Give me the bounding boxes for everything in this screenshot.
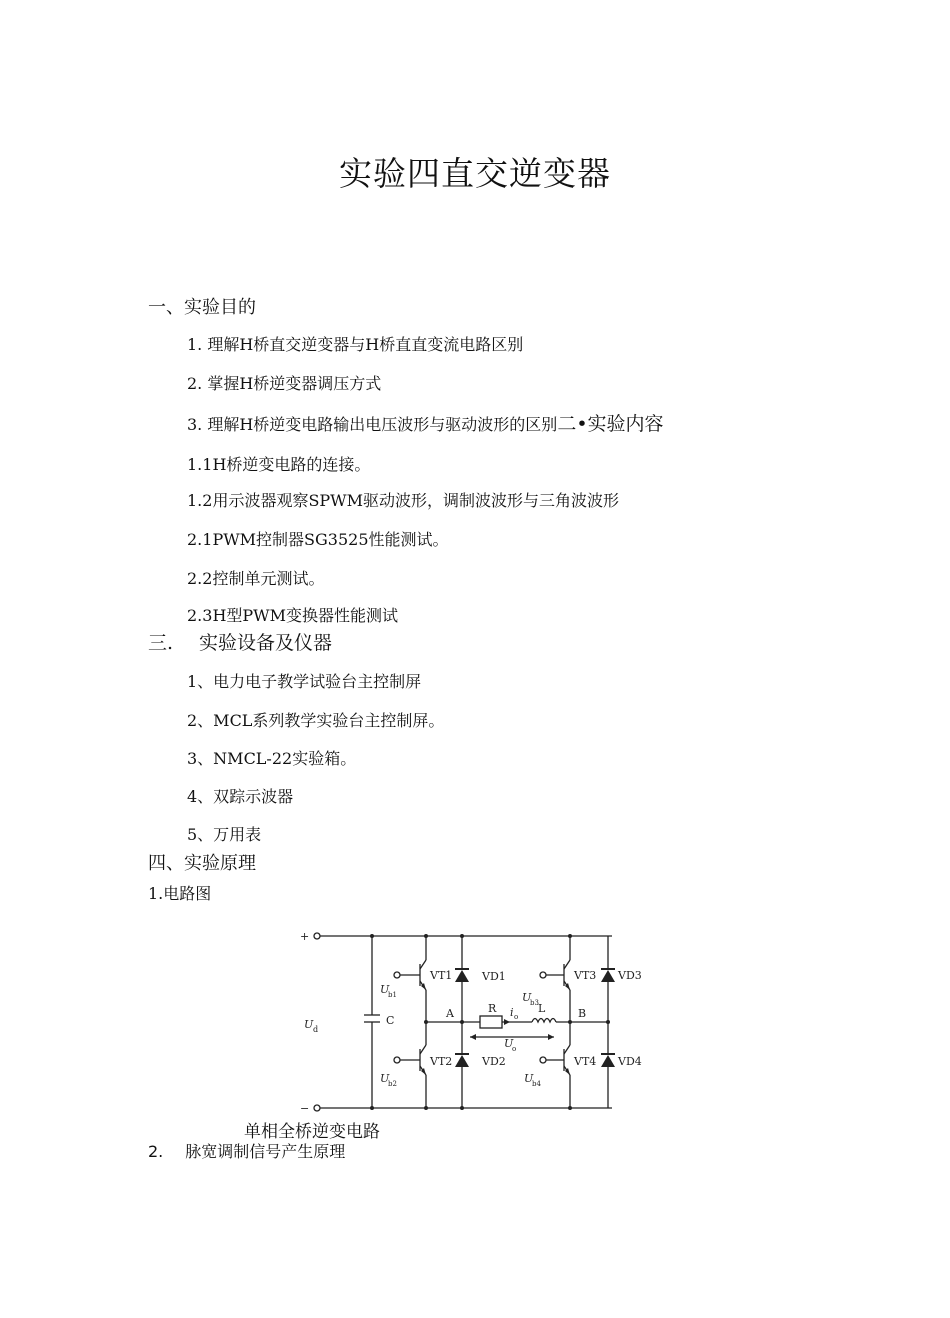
ub2-subscript: b2 [388, 1080, 397, 1088]
uo-label: U [504, 1037, 514, 1050]
vt4-label: VT4 [574, 1055, 597, 1068]
vt1-label: VT1 [430, 969, 453, 982]
objective-item-3: 3. 理解H桥逆变电路输出电压波形与驱动波形的区别 [187, 415, 558, 434]
equipment-item-5: 5、万用表 [187, 825, 262, 844]
minus-terminal-label: − [300, 1102, 310, 1115]
ub2-label: U [380, 1072, 390, 1085]
resistor-label: R [488, 1002, 497, 1015]
capacitor-label: C [386, 1014, 395, 1027]
plus-terminal-label: + [300, 930, 310, 943]
section-title: 实验设备及仪器 [199, 632, 333, 654]
subheading-circuit-diagram: 1.电路图 [148, 884, 212, 903]
vd2-label: VD2 [482, 1055, 506, 1068]
io-subscript: o [514, 1013, 519, 1021]
subheading-title: 脉宽调制信号产生原理 [185, 1142, 346, 1161]
ub3-label: U [522, 991, 532, 1004]
vt2-label: VT2 [430, 1055, 453, 1068]
equipment-item-1: 1、电力电子教学试验台主控制屏 [187, 672, 422, 691]
ub1-label: U [380, 983, 390, 996]
equipment-item-2: 2、MCL系列教学实验台主控制屏。 [187, 711, 445, 730]
ub1-subscript: b1 [388, 991, 397, 999]
section-number: 三. [148, 632, 174, 654]
uo-subscript: o [512, 1045, 517, 1053]
section-heading-principle: 四、实验原理 [148, 853, 256, 874]
content-item-4: 2.2控制单元测试。 [187, 569, 325, 588]
content-item-3: 2.1PWM控制器SG3525性能测试。 [187, 530, 449, 549]
inductor-label: L [538, 1002, 546, 1015]
section-heading-objectives: 一、实验目的 [148, 297, 256, 318]
objective-item-3-line [187, 409, 664, 436]
h-bridge-circuit-diagram [296, 920, 656, 1115]
ub3-subscript: b3 [530, 999, 539, 1007]
figure-caption: 单相全桥逆变电路 [244, 1122, 380, 1142]
node-b-label: B [578, 1007, 587, 1020]
vd1-label: VD1 [482, 970, 506, 983]
ud-subscript: d [313, 1025, 319, 1034]
section-heading-equipment [148, 628, 332, 655]
page-title: 实验四直交逆变器 [339, 154, 611, 193]
ub4-label: U [524, 1072, 534, 1085]
subheading-pwm-principle [148, 1139, 345, 1162]
subheading-number: 2. [148, 1142, 164, 1161]
section-heading-content: 二•实验内容 [557, 413, 664, 435]
objective-item-1: 1. 理解H桥直交逆变器与H桥直直变流电路区别 [187, 335, 524, 354]
objective-item-2: 2. 掌握H桥逆变器调压方式 [187, 374, 382, 393]
node-a-label: A [446, 1007, 454, 1020]
ud-label: U [304, 1018, 314, 1031]
equipment-item-3: 3、NMCL-22实验箱。 [187, 749, 357, 768]
content-item-2: 1.2用示波器观察SPWM驱动波形，调制波波形与三角波波形 [187, 491, 620, 510]
vd4-label: VD4 [618, 1055, 642, 1068]
content-item-5: 2.3H型PWM变换器性能测试 [187, 606, 398, 625]
vd3-label: VD3 [618, 969, 642, 982]
vt3-label: VT3 [574, 969, 597, 982]
content-item-1: 1.1H桥逆变电路的连接。 [187, 455, 371, 474]
equipment-item-4: 4、双踪示波器 [187, 787, 294, 806]
io-label: i [510, 1006, 514, 1019]
ub4-subscript: b4 [532, 1080, 541, 1088]
